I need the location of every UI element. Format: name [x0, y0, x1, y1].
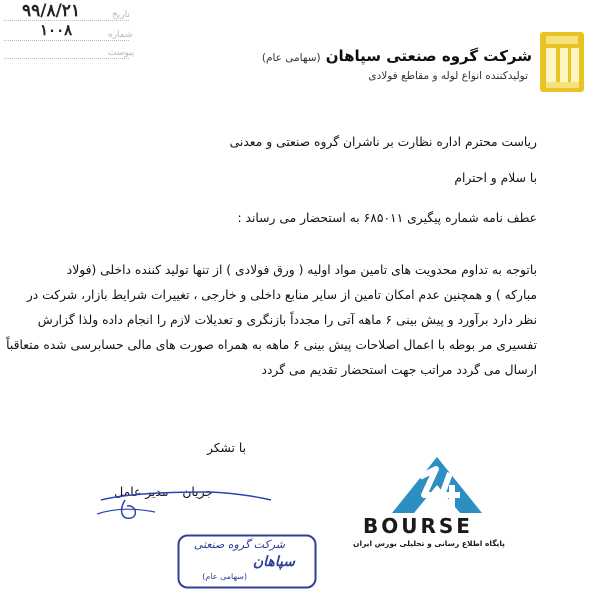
- body-line: مبارکه ) و همچنین عدم امکان تامین از سایر منابع داخلی و خارجی ، تغییرات شرایط بازار، شرکت در: [26, 288, 537, 302]
- closing-line: با تشکر: [206, 441, 246, 455]
- company-stamp: [177, 534, 317, 589]
- reference-line: عطف نامه شماره پیگیری ۶۸۵۰۱۱ به استحضار می رساند :: [237, 211, 537, 225]
- company-name-row: [262, 46, 532, 65]
- bourse-logo-icon: [390, 455, 485, 515]
- number-value: ۱۰۰۸: [40, 21, 73, 39]
- body-line: باتوجه به تداوم محدویت های تامین مواد اولیه ( ورق فولادی ) از تنها تولید کننده داخلی (فولاد: [66, 263, 537, 277]
- recipient-line: ریاست محترم اداره نظارت بر ناشران گروه صنعتی و معدنی: [229, 135, 537, 149]
- company-tagline: تولیدکننده انواع لوله و مقاطع فولادی: [368, 70, 528, 82]
- attachment-line: [4, 58, 129, 59]
- stamp-line-3: (سهامی عام): [202, 572, 247, 581]
- signatory-line: جریان – مدیر عامل: [114, 485, 213, 499]
- date-value: ۹۹/۸/۲۱: [22, 1, 81, 21]
- body-line: نظر دارد برآورد و پیش بینی ۶ ماهه آتی را مجدداً بازنگری و تعدیلات لازم را انجام داده ولذا گزارش: [37, 313, 537, 327]
- number-label: شماره: [108, 30, 133, 40]
- body-line: ارسال می گردد مراتب جهت استحضار تقدیم می گردد: [261, 363, 537, 377]
- letter-body: [6, 258, 537, 383]
- body-line: تفسیری مر بوطه با اعمال اصلاحات پیش بینی ۶ ماهه به همراه صورت های مالی حسابرسی شده متعاقباً: [6, 338, 537, 352]
- bourse-caption: پایگاه اطلاع رسانی و تحلیلی بورس ایران: [353, 539, 505, 548]
- number-line: [4, 40, 129, 41]
- date-label: تاریخ: [112, 10, 130, 20]
- bourse-watermark: [355, 455, 505, 550]
- company-name: شرکت گروه صنعتی سپاهان: [325, 47, 532, 65]
- company-legal-form: (سهامی عام): [261, 52, 321, 64]
- bourse-brand: BOURSE: [363, 514, 473, 538]
- letterhead: [250, 20, 590, 100]
- company-logo-icon: [538, 30, 586, 96]
- signature-icon: [95, 478, 275, 528]
- stamp-line-1: شرکت گروه صنعتی: [193, 538, 285, 551]
- greeting-line: با سلام و احترام: [454, 171, 537, 185]
- stamp-line-2: سپاهان: [252, 554, 295, 570]
- letter-meta: [4, 2, 134, 62]
- attachment-label: پیوست: [108, 48, 135, 58]
